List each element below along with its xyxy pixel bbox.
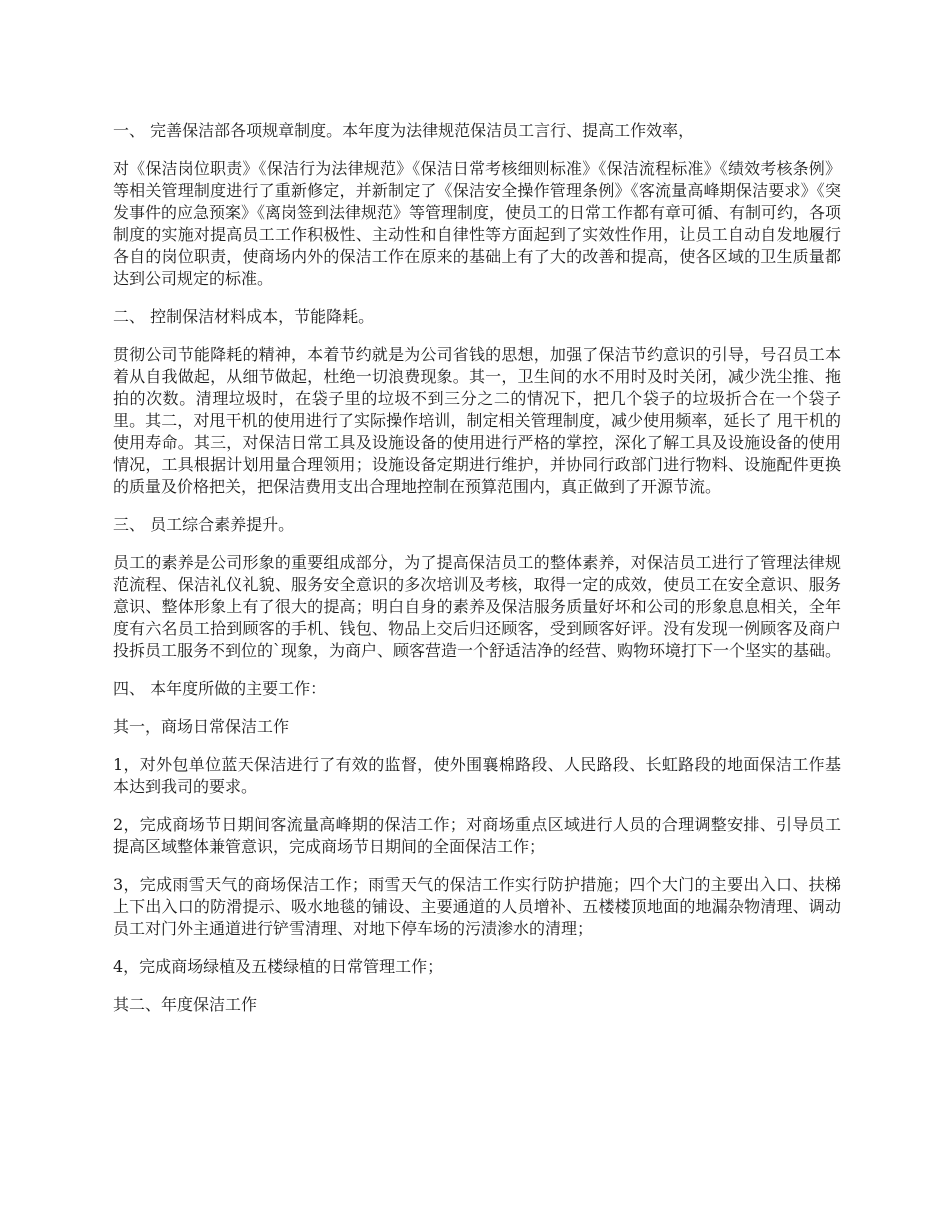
- section-heading-1: 一、 完善保洁部各项规章制度。本年度为法律规范保洁员工言行、提高工作效率，: [113, 121, 695, 140]
- section-heading-3: 三、 员工综合素养提升。: [113, 515, 295, 534]
- list-item-1: 1，对外包单位蓝天保洁进行了有效的监督，使外围襄棉路段、人民路段、长虹路段的地面保洁工作基本达到我司的要求。: [113, 755, 841, 796]
- subheading-daily-cleaning: 其一，商场日常保洁工作: [113, 717, 290, 736]
- paragraph-rules: 对《保洁岗位职责》《保洁行为法律规范》《保洁日常考核细则标准》《保洁流程标准》《绩效考核条例》等相关管理制度进行了重新修定，并新制定了《保洁安全操作管理条例》《客流量高峰期保洁要求》《突发事件的应急预案》《离岗签到法律规范》等管理制度，使员工的日常工作都有章可循、有制可约，各项制度的实施对提高员工工作积极性、主动性和自律性等方面起到了实效性作用，让员工自动自发地履行各自的岗位职责，使商场内外的保洁工作在原来的基础上有了大的改善和提高，使各区域的卫生质量都达到公司规定的标准。: [113, 159, 842, 288]
- paragraph-staff-quality: 员工的素养是公司形象的重要组成部分，为了提高保洁员工的整体素养，对保洁员工进行了管理法律规范流程、保洁礼仪礼貌、服务安全意识的多次培训及考核，取得一定的成效，使员工在安全意识、服务意识、整体形象上有了很大的提高；明白自身的素养及保洁服务质量好坏和公司的形象息息相关，全年度有六名员工拾到顾客的手机、钱包、物品上交后归还顾客，受到顾客好评。没有发现一例顾客及商户投拆员工服务不到位的`现象，为商户、顾客营造一个舒适洁净的经营、购物环境打下一个坚实的基础。: [113, 553, 842, 660]
- list-item-4: 4，完成商场绿植及五楼绿植的日常管理工作；: [113, 957, 444, 976]
- list-item-3: 3，完成雨雪天气的商场保洁工作；雨雪天气的保洁工作实行防护措施；四个大门的主要出入口、扶梯上下出入口的防滑提示、吸水地毯的铺设、主要通道的人员增补、五楼楼顶地面的地漏杂物清理、调动员工对门外主通道进行铲雪清理、对地下停车场的污渍渗水的清理；: [113, 875, 841, 938]
- section-heading-4: 四、 本年度所做的主要工作：: [113, 679, 327, 698]
- paragraph-cost-control: 贯彻公司节能降耗的精神，本着节约就是为公司省钱的思想，加强了保洁节约意识的引导，号召员工本着从自我做起，从细节做起，杜绝一切浪费现象。其一，卫生间的水不用时及时关闭，减少洗尘推、拖拍的次数。清理垃圾时，在袋子里的垃圾不到三分之二的情况下，把几个袋子的垃圾折合在一个袋子里。其二，对甩干机的使用进行了实际操作培训，制定相关管理制度，减少使用频率，延长了 甩干机的使用寿命。其三，对保洁日常工具及设施设备的使用进行严格的掌控，深化了解工具及设施设备的使用情况，工具根据计划用量合理领用；设施设备定期进行维护，并协同行政部门进行物料、设施配件更换的质量及价格把关，把保洁费用支出合理地控制在预算范围内，真正做到了开源节流。: [113, 345, 841, 496]
- document-body: [113, 120, 841, 1032]
- section-heading-2: 二、 控制保洁材料成本，节能降耗。: [113, 307, 375, 326]
- list-item-2: 2，完成商场节日期间客流量高峰期的保洁工作；对商场重点区域进行人员的合理调整安排、引导员工提高区域整体兼管意识，完成商场节日期间的全面保洁工作；: [113, 815, 841, 856]
- subheading-annual-cleaning: 其二、年度保洁工作: [113, 995, 258, 1014]
